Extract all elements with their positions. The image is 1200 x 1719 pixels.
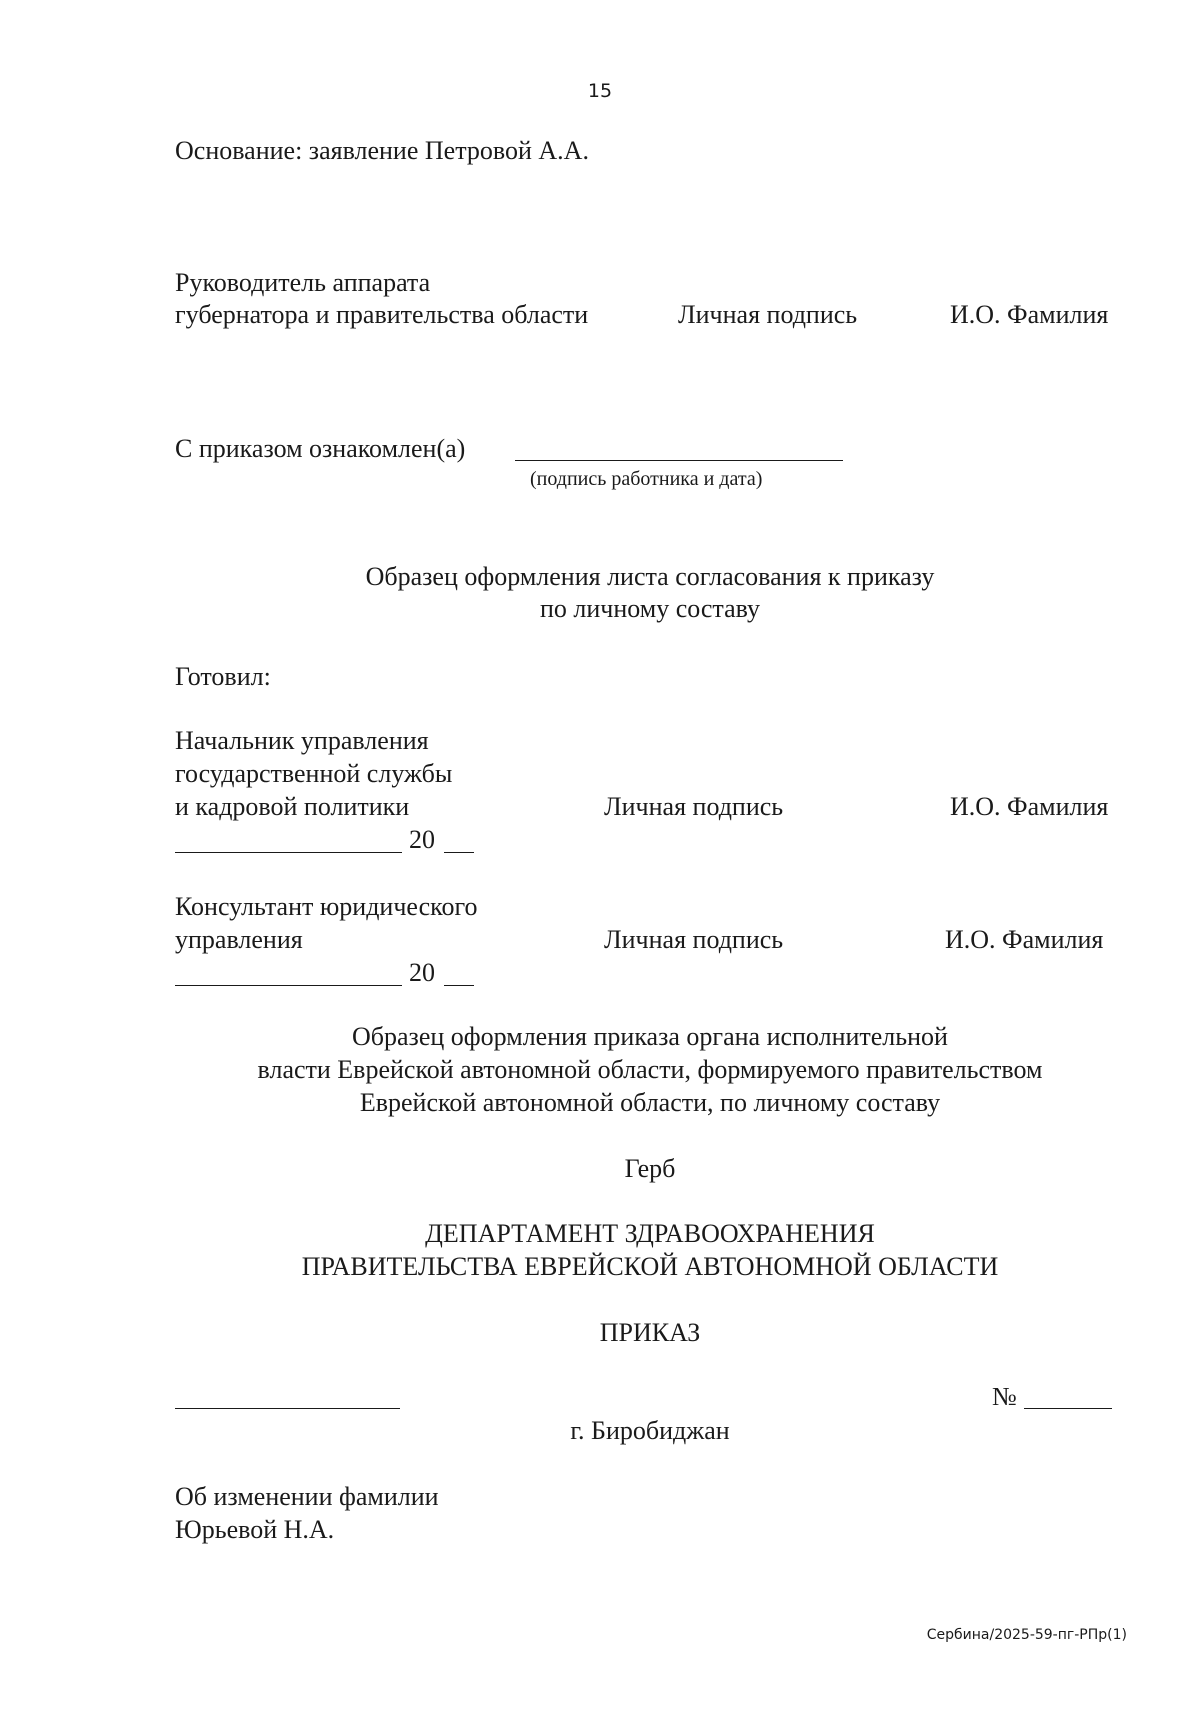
head-title-line1: Руководитель аппарата xyxy=(175,268,431,297)
approval-heading-line2: по личному составу xyxy=(539,594,761,623)
order-date-line xyxy=(175,1408,400,1409)
order-number-label: № xyxy=(992,1382,1017,1411)
basis-line: Основание: заявление Петровой А.А. xyxy=(175,136,589,165)
signer1-date-line xyxy=(175,852,402,853)
signer1-year-suffix-line xyxy=(444,852,474,853)
order-heading-line2: власти Еврейской автономной области, формируемого правительством xyxy=(257,1055,1043,1084)
signer2-line1: Консультант юридического xyxy=(175,892,478,921)
signer1-name: И.О. Фамилия xyxy=(950,792,1109,821)
acquainted-signature-line xyxy=(515,460,843,461)
subject-line2: Юрьевой Н.А. xyxy=(175,1515,335,1544)
signer2-year-suffix-line xyxy=(444,985,474,986)
emblem-placeholder: Герб xyxy=(624,1154,676,1183)
acquainted-label: С приказом ознакомлен(а) xyxy=(175,434,466,463)
signer1-line2: государственной службы xyxy=(175,759,453,788)
head-signature: Личная подпись xyxy=(678,300,858,329)
signer2-name: И.О. Фамилия xyxy=(945,925,1104,954)
signer2-signature: Личная подпись xyxy=(604,925,784,954)
order-heading-line1: Образец оформления приказа органа исполнительной xyxy=(352,1022,948,1051)
footer-document-code: Сербина/2025-59-пг-РПр(1) xyxy=(926,1627,1127,1643)
head-title-line2: губернатора и правительства области xyxy=(175,300,589,329)
signer1-line1: Начальник управления xyxy=(175,726,429,755)
subject-line1: Об изменении фамилии xyxy=(175,1482,439,1511)
signer2-date-line xyxy=(175,985,402,986)
signer1-signature: Личная подпись xyxy=(604,792,784,821)
approval-heading-line1: Образец оформления листа согласования к приказу xyxy=(365,562,935,591)
acquainted-caption: (подпись работника и дата) xyxy=(530,468,763,490)
page-number: 15 xyxy=(587,80,613,102)
signer1-line3: и кадровой политики xyxy=(175,792,410,821)
head-name: И.О. Фамилия xyxy=(950,300,1109,329)
city-name: г. Биробиджан xyxy=(570,1416,730,1445)
document-type: ПРИКАЗ xyxy=(599,1318,701,1347)
order-heading-line3: Еврейской автономной области, по личному составу xyxy=(359,1088,941,1117)
department-line1: ДЕПАРТАМЕНТ ЗДРАВООХРАНЕНИЯ xyxy=(425,1219,875,1248)
department-line2: ПРАВИТЕЛЬСТВА ЕВРЕЙСКОЙ АВТОНОМНОЙ ОБЛАСТИ xyxy=(301,1252,999,1281)
signer2-date-year: 20 xyxy=(409,958,435,987)
order-number-line xyxy=(1024,1408,1112,1409)
signer2-line2: управления xyxy=(175,925,303,954)
prepared-label: Готовил: xyxy=(175,662,271,691)
signer1-date-year: 20 xyxy=(409,825,435,854)
